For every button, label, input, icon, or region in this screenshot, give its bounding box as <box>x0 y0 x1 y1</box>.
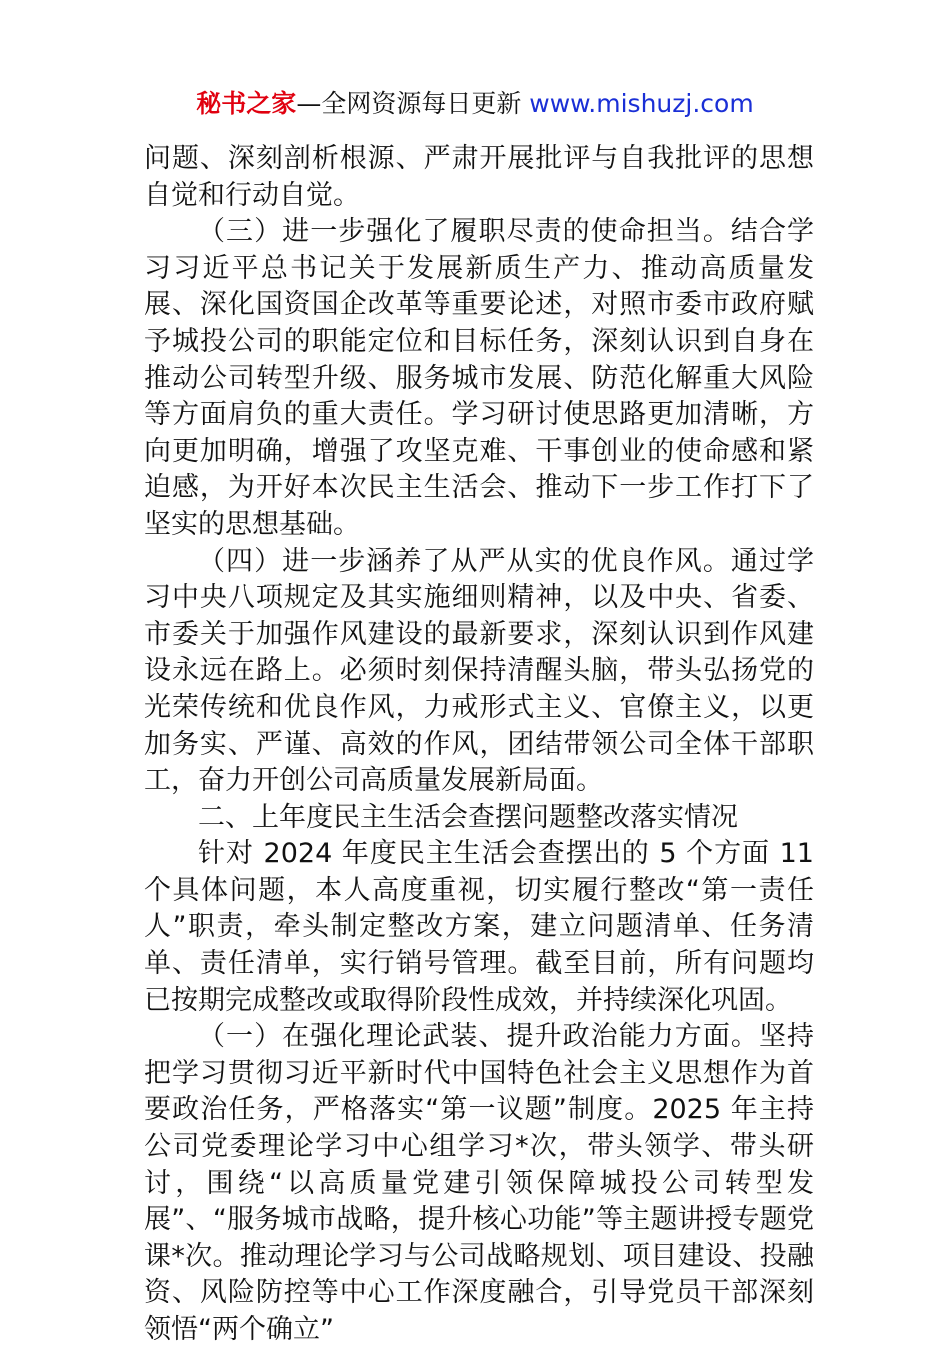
paragraph-section-three: （三）进一步强化了履职尽责的使命担当。结合学习习近平总书记关于发展新质生产力、推动高质量发展、深化国资国企改革等重要论述，对照市委市政府赋予城投公司的职能定位和目标任务，深刻认识到自身在推动公司转型升级、服务城市发展、防范化解重大风险等方面肩负的重大责任。学习研讨使思路更加清晰，方向更加明确，增强了攻坚克难、干事创业的使命感和紧迫感，为开好本次民主生活会、推动下一步工作打下了坚实的思想基础。 <box>144 216 814 540</box>
brand-name: 秘书之家 <box>196 89 297 118</box>
header-tagline: —全网资源每日更新 <box>296 89 530 118</box>
paragraph-continued: 问题、深刻剖析根源、严肃开展批评与自我批评的思想自觉和行动自觉。 <box>144 143 814 211</box>
section-heading-two: 二、上年度民主生活会查摆问题整改落实情况 <box>198 801 738 833</box>
site-header <box>0 86 950 122</box>
paragraph-rectification-summary: 针对 2024 年度民主生活会查摆出的 5 个方面 11 个具体问题，本人高度重视，切实履行整改“第一责任人”职责，牵头制定整改方案，建立问题清单、任务清单、责任清单，实行销号管理。截至目前，所有问题均已按期完成整改或取得阶段性成效，并持续深化巩固。 <box>144 838 814 1016</box>
paragraph-section-one: （一）在强化理论武装、提升政治能力方面。坚持把学习贯彻习近平新时代中国特色社会主义思想作为首要政治任务，严格落实“第一议题”制度。2025 年主持公司党委理论学习中心组学习*次，带头领学、带头研讨，围绕“以高质量党建引领保障城投公司转型发展”、“服务城市战略，提升核心功能”等主题讲授专题党课*次。推动理论学习与公司战略规划、项目建设、投融资、风险防控等中心工作深度融合，引导党员干部深刻领悟“两个确立” <box>144 1021 814 1345</box>
site-url[interactable]: www.mishuzj.com <box>529 89 754 118</box>
paragraph-section-four: （四）进一步涵养了从严从实的优良作风。通过学习中央八项规定及其实施细则精神，以及中央、省委、市委关于加强作风建设的最新要求，深刻认识到作风建设永远在路上。必须时刻保持清醒头脑，带头弘扬党的光荣传统和优良作风，力戒形式主义、官僚主义，以更加务实、严谨、高效的作风，团结带领公司全体干部职工，奋力开创公司高质量发展新局面。 <box>144 545 814 797</box>
document-body <box>144 141 814 1349</box>
